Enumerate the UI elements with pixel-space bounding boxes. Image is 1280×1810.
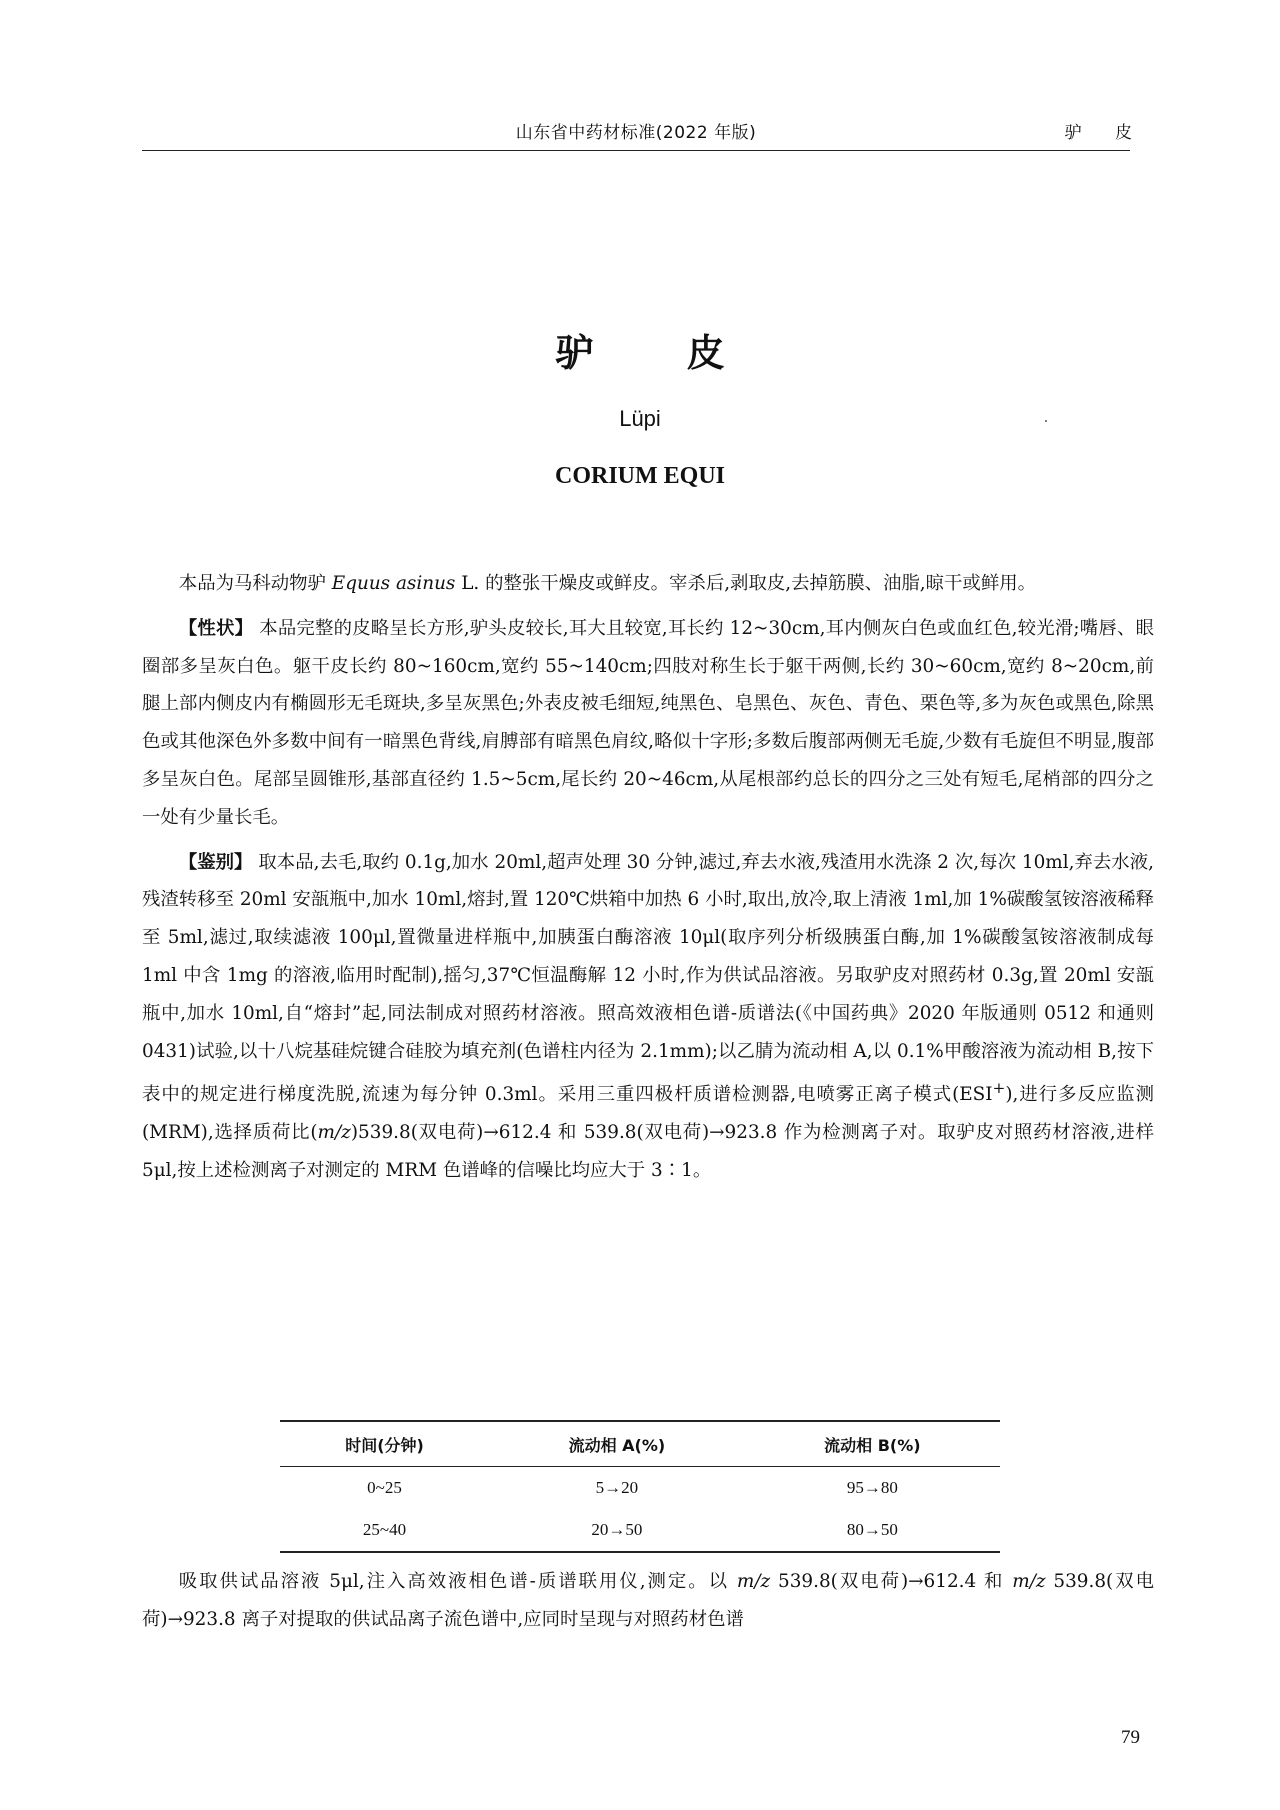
definition-text-cont: L. 的整张干燥皮或鲜皮。宰杀后,剥取皮,去掉筋膜、油脂,晾干或鲜用。 bbox=[455, 573, 1036, 594]
gradient-table-container bbox=[280, 1420, 1000, 1553]
table-cell: 5→20 bbox=[595, 1478, 639, 1497]
result-text-2: 539.8(双电荷)→612.4 和 bbox=[770, 1571, 1013, 1592]
post-table-text bbox=[142, 1563, 1154, 1639]
page-number: 79 bbox=[1121, 1727, 1140, 1748]
mz-label: m/z bbox=[1012, 1571, 1046, 1592]
description-text: 本品完整的皮略呈长方形,驴头皮较长,耳大且较宽,耳长约 12~30cm,耳内侧灰白色或血红色,较光滑;嘴唇、眼圈部多呈灰白色。躯干皮长约 80~160cm,宽约 55~140cm;四肢对称生长于躯干两侧,长约 30~60cm,宽约 8~20cm,前腿上部内侧皮内有椭圆形无毛斑块,多呈灰黑色;外表皮被毛细短,纯黑色、皂黑色、灰色、青色、栗色等,多为灰色或黑色,除黑色或其他深色外多数中间有一暗黑色背线,肩膊部有暗黑色肩纹,略似十字形;多数后腹部两侧无毛旋,少数有毛旋但不明显,腹部多呈灰白色。尾部呈圆锥形,基部直径约 1.5~5cm,尾长约 20~46cm,从尾根部约总长的四分之三处有短毛,尾梢部的四分之一处有少量长毛。 bbox=[142, 617, 1154, 828]
table-cell: 0~25 bbox=[367, 1478, 402, 1497]
table-cell: 25~40 bbox=[280, 1509, 489, 1552]
identification-paragraph bbox=[142, 844, 1154, 1190]
mz-label: m/z bbox=[736, 1571, 771, 1592]
result-text-3: 539.8(双电荷)→923.8 离子对提取的供试品离子流色谱中,应同时呈现与对照药材色谱 bbox=[142, 1571, 1154, 1630]
positive-ion-sup: + bbox=[992, 1079, 1006, 1098]
book-title: 山东省中药材标准(2022 年版) bbox=[515, 123, 757, 143]
result-paragraph bbox=[142, 1563, 1154, 1639]
column-header: 流动相 B(%) bbox=[745, 1421, 1000, 1467]
mz-label: m/z bbox=[317, 1122, 351, 1144]
scan-speck bbox=[1045, 420, 1047, 422]
definition-paragraph bbox=[142, 565, 1154, 603]
definition-text: 本品为马科动物驴 bbox=[178, 573, 332, 594]
monograph-title: 驴 皮 bbox=[555, 331, 765, 375]
species-name: Equus asinus bbox=[331, 573, 456, 594]
monograph-body bbox=[142, 565, 1154, 1190]
identification-text-2: ),进行多反应监测(MRM),选择质荷比( bbox=[142, 1084, 1154, 1144]
column-header: 时间(分钟) bbox=[280, 1421, 489, 1467]
column-header: 流动相 A(%) bbox=[489, 1421, 745, 1467]
result-text-1: 吸取供试品溶液 5μl,注入高效液相色谱-质谱联用仪,测定。以 bbox=[178, 1571, 737, 1592]
latin-name: CORIUM EQUI bbox=[554, 463, 725, 489]
table-row bbox=[280, 1467, 1000, 1510]
description-label: 【性状】 bbox=[178, 617, 254, 639]
identification-label: 【鉴别】 bbox=[178, 851, 253, 873]
running-header bbox=[142, 110, 1146, 151]
description-paragraph bbox=[142, 610, 1154, 837]
table-cell: 80→50 bbox=[745, 1509, 1000, 1552]
table-cell: 95→80 bbox=[846, 1478, 898, 1497]
section-title: 驴 皮 bbox=[1064, 123, 1146, 143]
table-row bbox=[280, 1509, 1000, 1552]
identification-text-1: 取本品,去毛,取约 0.1g,加水 20ml,超声处理 30 分钟,滤过,弃去水液,残渣用水洗涤 2 次,每次 10ml,弃去水液,残渣转移至 20ml 安瓿瓶中,加水 10ml,熔封,置 120℃烘箱中加热 6 小时,取出,放冷,取上清液 1ml,加 1%碳酸氢铵溶液稀释至 5ml,滤过,取续滤液 100μl,置微量进样瓶中,加胰蛋白酶溶液 10μl(取序列分析级胰蛋白酶,加 1%碳酸氢铵溶液制成每 1ml 中含 1mg 的溶液,临用时配制),摇匀,37℃恒温酶解 12 小时,作为供试品溶液。另取驴皮对照药材 0.3g,置 20ml 安瓿瓶中,加水 10ml,自“熔封”起,同法制成对照药材溶液。照高效液相色谱-质谱法(《中国药典》2020 年版通则 0512 和通则 0431)试验,以十八烷基硅烷键合硅胶为填充剂(色谱柱内径为 2.1mm);以乙腈为流动相 A,以 0.1%甲酸溶液为流动相 B,按下表中的规定进行梯度洗脱,流速为每分钟 0.3ml。采用三重四极杆质谱检测器,电喷雾正离子模式(ESI bbox=[142, 851, 1154, 1106]
table-header-row bbox=[280, 1421, 1000, 1467]
gradient-table bbox=[280, 1420, 1000, 1553]
identification-text-3: )539.8(双电荷)→612.4 和 539.8(双电荷)→923.8 作为检测离子对。取驴皮对照药材溶液,进样 5μl,按上述检测离子对测定的 MRM 色谱峰的信噪比均应大于 3∶1。 bbox=[142, 1122, 1155, 1182]
pinyin-name: Lüpi bbox=[619, 406, 661, 431]
table-cell: 20→50 bbox=[489, 1509, 745, 1552]
